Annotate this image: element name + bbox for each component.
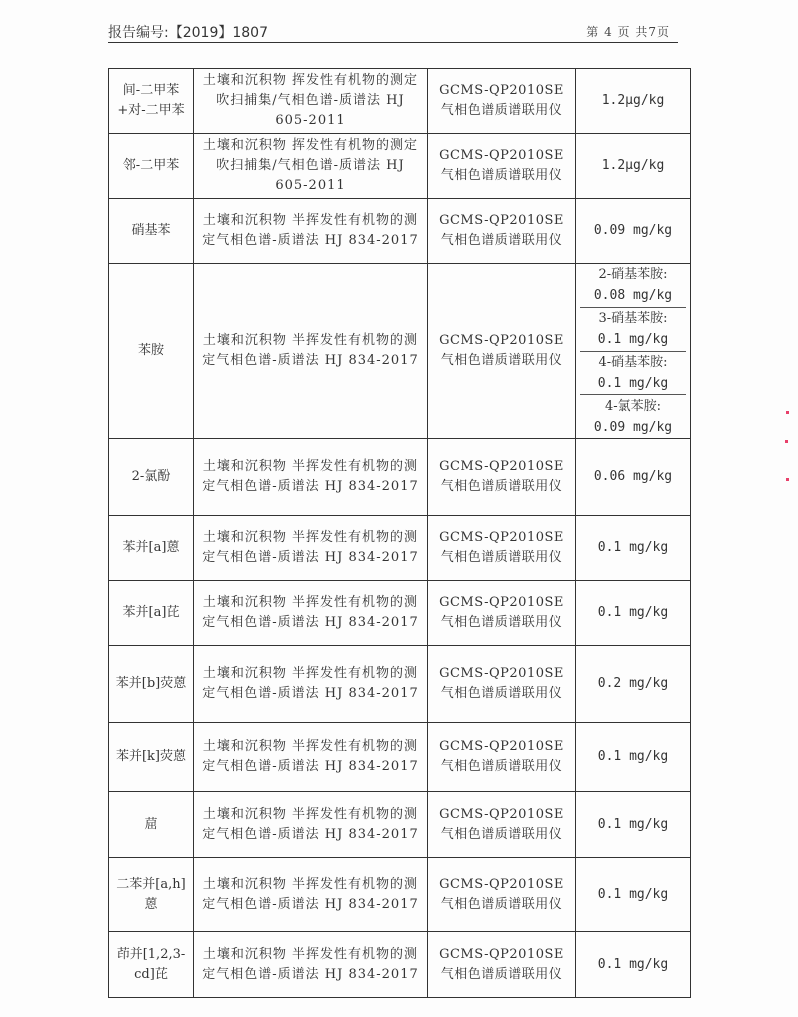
table-row xyxy=(109,792,691,858)
instrument-name: GCMS-QP2010SE 气相色谱质谱联用仪 xyxy=(428,264,576,439)
method-standard: 土壤和沉积物 半挥发性有机物的测定气相色谱-质谱法 HJ 834-2017 xyxy=(194,199,428,264)
detection-limit: 1.2μg/kg xyxy=(576,69,691,134)
table-row xyxy=(109,134,691,199)
sub-limit-value: 0.08 mg/kg xyxy=(593,288,673,304)
instrument-name: GCMS-QP2010SE 气相色谱质谱联用仪 xyxy=(428,581,576,646)
instrument-name: GCMS-QP2010SE 气相色谱质谱联用仪 xyxy=(428,134,576,199)
sub-limit-value: 0.09 mg/kg xyxy=(593,419,673,435)
table-row xyxy=(109,723,691,792)
analyte-name: 间-二甲苯+对-二甲苯 xyxy=(109,69,194,134)
instrument-name: GCMS-QP2010SE 气相色谱质谱联用仪 xyxy=(428,69,576,134)
table-row xyxy=(109,516,691,581)
page-header xyxy=(108,20,678,43)
detection-limit: 0.1 mg/kg xyxy=(576,932,691,998)
method-standard: 土壤和沉积物 半挥发性有机物的测定气相色谱-质谱法 HJ 834-2017 xyxy=(194,792,428,858)
analyte-name: 䓛 xyxy=(109,792,194,858)
instrument-name: GCMS-QP2010SE 气相色谱质谱联用仪 xyxy=(428,439,576,516)
detection-limit: 0.09 mg/kg xyxy=(576,199,691,264)
instrument-name: GCMS-QP2010SE 气相色谱质谱联用仪 xyxy=(428,792,576,858)
detection-limit: 0.1 mg/kg xyxy=(576,581,691,646)
instrument-name: GCMS-QP2010SE 气相色谱质谱联用仪 xyxy=(428,932,576,998)
method-standard: 土壤和沉积物 半挥发性有机物的测定气相色谱-质谱法 HJ 834-2017 xyxy=(194,932,428,998)
analyte-name: 茚并[1,2,3-cd]芘 xyxy=(109,932,194,998)
table-row xyxy=(109,199,691,264)
instrument-name: GCMS-QP2010SE 气相色谱质谱联用仪 xyxy=(428,646,576,723)
sub-limit-cell xyxy=(580,308,686,352)
detection-limit-group xyxy=(576,264,691,439)
detection-limit: 1.2μg/kg xyxy=(576,134,691,199)
analyte-name: 苯并[k]荧蒽 xyxy=(109,723,194,792)
table-body xyxy=(109,69,691,998)
analyte-name: 苯并[a]蒽 xyxy=(109,516,194,581)
scan-mark xyxy=(786,478,789,481)
table-row xyxy=(109,439,691,516)
page-indicator: 第 4 页 共7页 xyxy=(586,25,670,39)
sub-limit-cell xyxy=(580,352,686,396)
method-standard: 土壤和沉积物 半挥发性有机物的测定气相色谱-质谱法 HJ 834-2017 xyxy=(194,723,428,792)
instrument-name: GCMS-QP2010SE 气相色谱质谱联用仪 xyxy=(428,199,576,264)
table-row xyxy=(109,858,691,932)
analyte-name: 苯并[b]荧蒽 xyxy=(109,646,194,723)
detection-limit: 0.2 mg/kg xyxy=(576,646,691,723)
scan-mark xyxy=(786,411,789,414)
sub-compound-name: 4-硝基苯胺: xyxy=(598,354,668,370)
sub-compound-name: 2-硝基苯胺: xyxy=(598,267,668,283)
instrument-name: GCMS-QP2010SE 气相色谱质谱联用仪 xyxy=(428,858,576,932)
detection-limit: 0.1 mg/kg xyxy=(576,858,691,932)
sub-compound-name: 3-硝基苯胺: xyxy=(598,311,668,327)
sub-limit-cell xyxy=(580,264,686,308)
method-standard: 土壤和沉积物 挥发性有机物的测定 吹扫捕集/气相色谱-质谱法 HJ 605-2011 xyxy=(194,69,428,134)
instrument-name: GCMS-QP2010SE 气相色谱质谱联用仪 xyxy=(428,516,576,581)
method-standard: 土壤和沉积物 半挥发性有机物的测定气相色谱-质谱法 HJ 834-2017 xyxy=(194,264,428,439)
method-standard: 土壤和沉积物 半挥发性有机物的测定气相色谱-质谱法 HJ 834-2017 xyxy=(194,858,428,932)
table-row xyxy=(109,646,691,723)
sub-limit-value: 0.1 mg/kg xyxy=(597,332,669,348)
sub-limit-cell xyxy=(580,395,686,438)
detection-limit: 0.1 mg/kg xyxy=(576,792,691,858)
analyte-name: 2-氯酚 xyxy=(109,439,194,516)
analyte-name: 苯胺 xyxy=(109,264,194,439)
method-standard: 土壤和沉积物 半挥发性有机物的测定气相色谱-质谱法 HJ 834-2017 xyxy=(194,439,428,516)
instrument-name: GCMS-QP2010SE 气相色谱质谱联用仪 xyxy=(428,723,576,792)
detection-limit: 0.1 mg/kg xyxy=(576,516,691,581)
analyte-name: 硝基苯 xyxy=(109,199,194,264)
table-row xyxy=(109,264,691,439)
report-number: 报告编号:【2019】1807 xyxy=(108,25,268,41)
sub-compound-name: 4-氯苯胺: xyxy=(604,398,662,414)
table-row xyxy=(109,69,691,134)
scan-mark xyxy=(785,440,788,443)
analyte-name: 邻-二甲苯 xyxy=(109,134,194,199)
method-standard: 土壤和沉积物 挥发性有机物的测定 吹扫捕集/气相色谱-质谱法 HJ 605-2011 xyxy=(194,134,428,199)
method-standard: 土壤和沉积物 半挥发性有机物的测定气相色谱-质谱法 HJ 834-2017 xyxy=(194,581,428,646)
method-standard: 土壤和沉积物 半挥发性有机物的测定气相色谱-质谱法 HJ 834-2017 xyxy=(194,646,428,723)
analyte-name: 苯并[a]芘 xyxy=(109,581,194,646)
detection-limit: 0.06 mg/kg xyxy=(576,439,691,516)
detection-methods-table xyxy=(108,68,691,998)
table-row xyxy=(109,581,691,646)
method-standard: 土壤和沉积物 半挥发性有机物的测定气相色谱-质谱法 HJ 834-2017 xyxy=(194,516,428,581)
analyte-name: 二苯并[a,h]蒽 xyxy=(109,858,194,932)
sub-limit-value: 0.1 mg/kg xyxy=(597,375,669,391)
detection-limit: 0.1 mg/kg xyxy=(576,723,691,792)
table-row xyxy=(109,932,691,998)
